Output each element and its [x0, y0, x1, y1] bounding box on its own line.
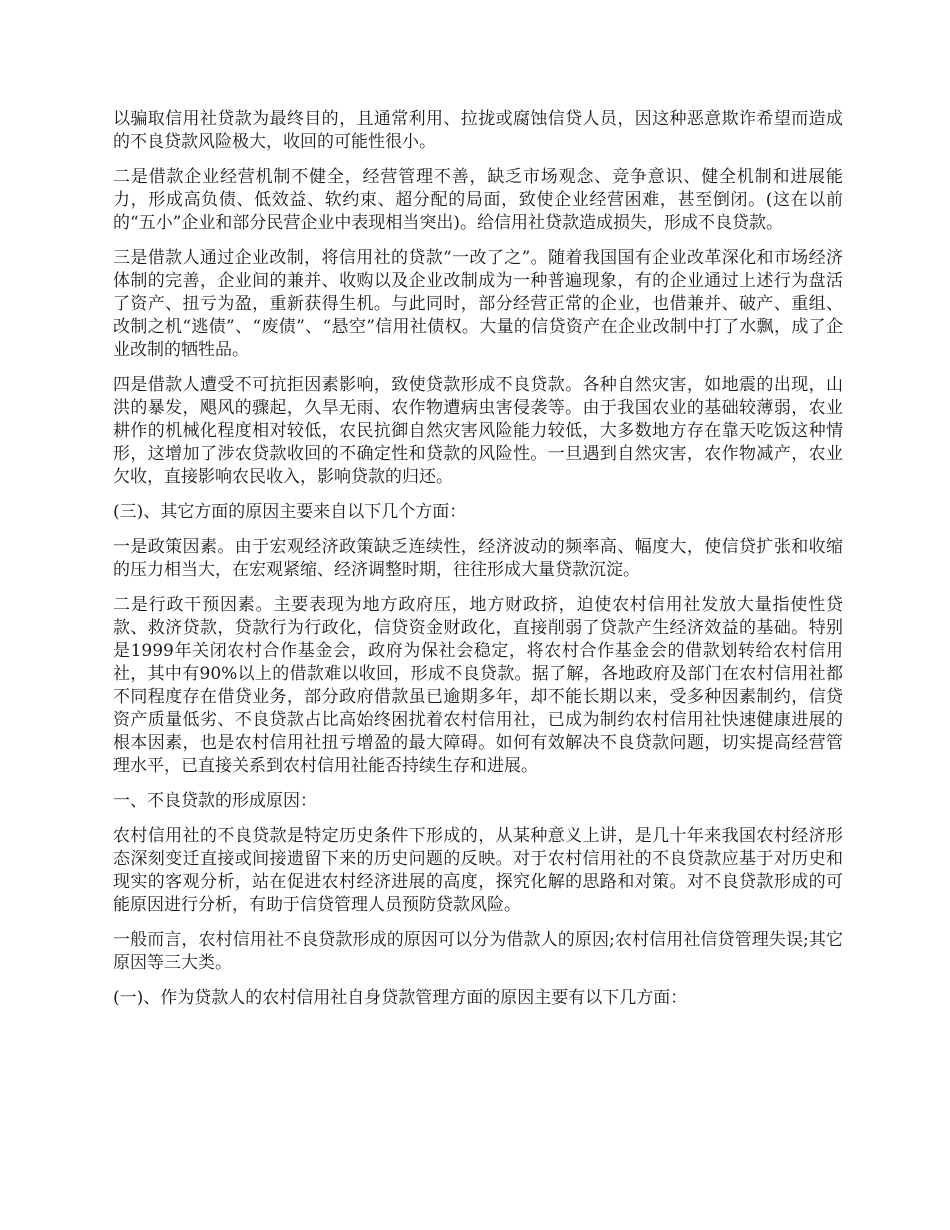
- section-heading-other-causes: (三)、其它方面的原因主要来自以下几个方面：: [113, 502, 467, 522]
- paragraph-4: 四是借款人遭受不可抗拒因素影响，致使贷款形成不良贷款。各种自然灾害，如地震的出现，山洪的暴发，飓风的骤起，久旱无雨、农作物遭病虫害侵袭等。由于我国农业的基础较薄弱，农业耕作的机械化程度相对较低，农民抗御自然灾害风险能力较低，大多数地方存在靠天吃饭这种情形，这增加了涉农贷款收回的不确定性和贷款的风险性。一旦遇到自然灾害，农作物减产，农业欠收，直接影响农民收入，影响贷款的归还。: [113, 375, 843, 487]
- paragraph-9: 农村信用社的不良贷款是特定历史条件下形成的，从某种意义上讲，是几十年来我国农村经济形态深刻变迁直接或间接遗留下来的历史问题的反映。对于农村信用社的不良贷款应基于对历史和现实的客观分析，站在促进农村经济进展的高度，探究化解的思路和对策。对不良贷款形成的可能原因进行分析，有助于信贷管理人员预防贷款风险。: [113, 826, 843, 915]
- paragraph-6: 一是政策因素。由于宏观经济政策缺乏连续性，经济波动的频率高、幅度大，使信贷扩张和收缩的压力相当大，在宏观紧缩、经济调整时期，往往形成大量贷款沉淀。: [113, 537, 843, 580]
- paragraph-7: 二是行政干预因素。主要表现为地方政府压，地方财政挤，迫使农村信用社发放大量指使性贷款、救济贷款，贷款行为行政化，信贷资金财政化，直接削弱了贷款产生经济效益的基础。特别是1999年关闭农村合作基金会，政府为保社会稳定，将农村合作基金会的借款划转给农村信用社，其中有90%以上的借款难以收回，形成不良贷款。据了解，各地政府及部门在农村信用社都不同程度存在借贷业务，部分政府借款虽已逾期多年，却不能长期以来，受多种因素制约，信贷资产质量低劣、不良贷款占比高始终困扰着农村信用社，已成为制约农村信用社快速健康进展的根本因素，也是农村信用社扭亏增盈的最大障碍。如何有效解决不良贷款问题，切实提高经营管理水平，已直接关系到农村信用社能否持续生存和进展。: [113, 595, 843, 776]
- paragraph-3: 三是借款人通过企业改制，将信用社的贷款“一改了之”。随着我国国有企业改革深化和市场经济体制的完善，企业间的兼并、收购以及企业改制成为一种普遍现象，有的企业通过上述行为盘活了资产、扭亏为盈，重新获得生机。与此同时，部分经营正常的企业，也借兼并、破产、重组、改制之机“逃债”、“废债”、“悬空”信用社债权。大量的信贷资产在企业改制中打了水飘，成了企业改制的牺牲品。: [113, 248, 843, 360]
- paragraph-10: 一般而言，农村信用社不良贷款形成的原因可以分为借款人的原因;农村信用社信贷管理失误;其它原因等三大类。: [113, 930, 843, 973]
- document-body: [113, 108, 843, 1022]
- section-heading-causes: 一、不良贷款的形成原因：: [113, 791, 317, 811]
- paragraph-2: 二是借款企业经营机制不健全，经营管理不善，缺乏市场观念、竞争意识、健全机制和进展能力，形成高负债、低效益、软约束、超分配的局面，致使企业经营困难，甚至倒闭。(这在以前的“五小”企业和部分民营企业中表现相当突出)。给信用社贷款造成损失，形成不良贷款。: [113, 167, 843, 233]
- section-heading-lender-causes: (一)、作为贷款人的农村信用社自身贷款管理方面的原因主要有以下几方面：: [113, 988, 688, 1008]
- paragraph-1: 以骗取信用社贷款为最终目的，且通常利用、拉拢或腐蚀信贷人员，因这种恶意欺诈希望而造成的不良贷款风险极大，收回的可能性很小。: [113, 109, 843, 152]
